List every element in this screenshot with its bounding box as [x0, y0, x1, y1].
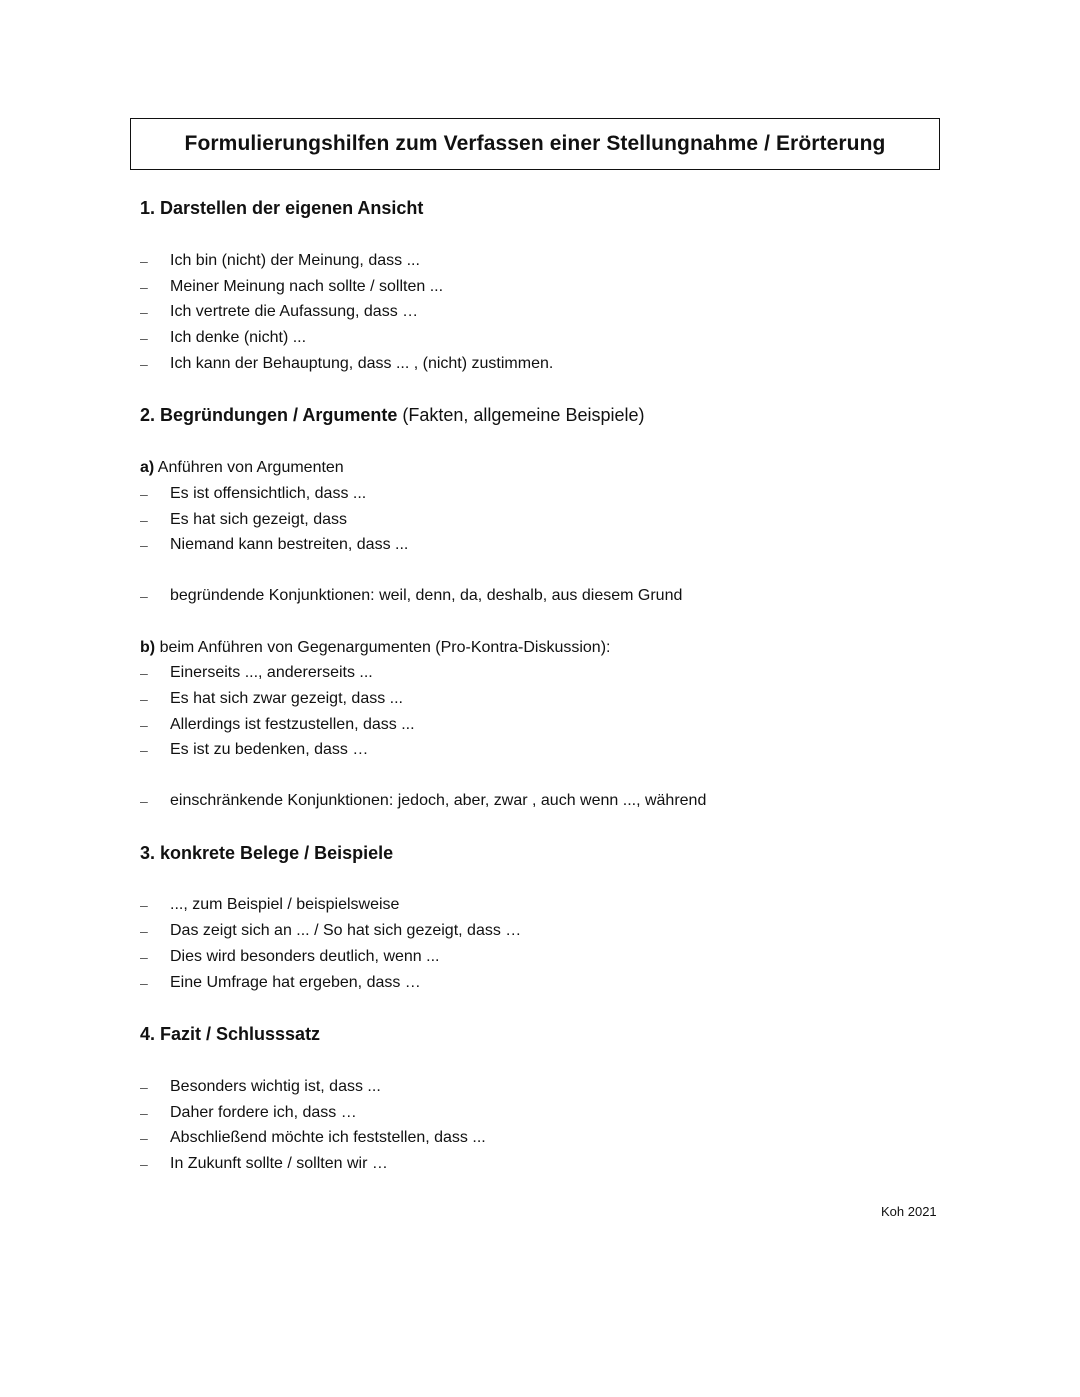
dash-bullet: –	[140, 923, 148, 939]
dash-bullet: –	[140, 330, 148, 346]
title-box	[130, 118, 940, 170]
dash-bullet: –	[140, 537, 148, 553]
dash-bullet: –	[140, 356, 148, 372]
part-a-text: Anführen von Argumenten	[157, 459, 344, 476]
dash-bullet: –	[140, 975, 148, 991]
part-a-label	[140, 457, 344, 479]
dash-bullet: –	[140, 897, 148, 913]
dash-bullet: –	[140, 512, 148, 528]
part-b-marker: b)	[140, 639, 156, 656]
dash-bullet: –	[140, 691, 148, 707]
part-a-marker: a)	[140, 459, 155, 476]
dash-bullet: –	[140, 1079, 148, 1095]
dash-bullet: –	[140, 1105, 148, 1121]
dash-bullet: –	[140, 588, 148, 604]
footer-author: Koh 2021	[881, 1204, 937, 1219]
section-4-heading: 4. Fazit / Schlusssatz	[140, 1024, 321, 1044]
dash-bullet: –	[140, 742, 148, 758]
dash-bullet: –	[140, 253, 148, 269]
section-2-heading	[140, 405, 644, 426]
dash-bullet: –	[140, 304, 148, 320]
part-b-label	[140, 637, 610, 659]
part-b-text: beim Anführen von Gegenargumenten (Pro-Kontra-Diskussion):	[159, 639, 611, 656]
dash-bullet: –	[140, 949, 148, 965]
dash-bullet: –	[140, 1130, 148, 1146]
page-title: Formulierungshilfen zum Verfassen einer Stellungnahme / Erörterung	[184, 132, 886, 155]
section-2-heading-note: (Fakten, allgemeine Beispiele)	[402, 405, 645, 425]
section-3-heading: 3. konkrete Belege / Beispiele	[140, 843, 394, 863]
dash-bullet: –	[140, 1156, 148, 1172]
section-1-heading: 1. Darstellen der eigenen Ansicht	[140, 198, 424, 218]
dash-bullet: –	[140, 486, 148, 502]
dash-bullet: –	[140, 717, 148, 733]
dash-bullet: –	[140, 793, 148, 809]
dash-bullet: –	[140, 665, 148, 681]
section-2-heading-text: 2. Begründungen / Argumente	[140, 405, 398, 425]
dash-bullet: –	[140, 279, 148, 295]
